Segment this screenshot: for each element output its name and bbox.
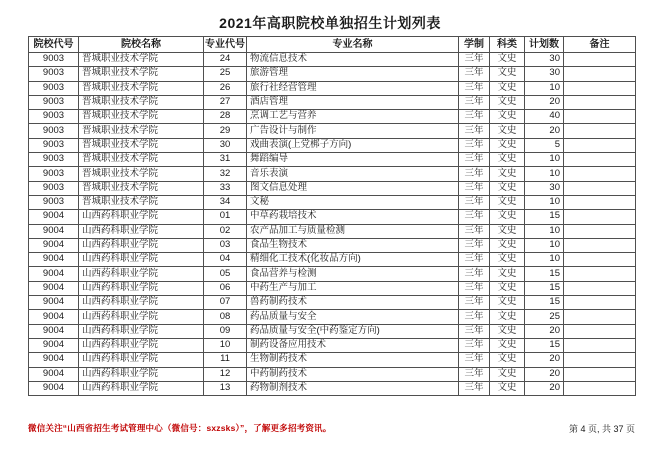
cell-major_name: 旅游管理 (247, 67, 459, 81)
cell-major_name: 广告设计与制作 (247, 124, 459, 138)
cell-duration: 三年 (459, 267, 490, 281)
cell-major_name: 药物制剂技术 (247, 381, 459, 395)
cell-major_name: 制药设备应用技术 (247, 338, 459, 352)
cell-duration: 三年 (459, 296, 490, 310)
cell-duration: 三年 (459, 224, 490, 238)
cell-college_name: 山西药科职业学院 (79, 353, 204, 367)
cell-college_code: 9003 (29, 95, 79, 109)
column-header-college_name: 院校名称 (79, 37, 204, 53)
cell-category: 文史 (490, 67, 525, 81)
cell-major_code: 34 (204, 195, 247, 209)
cell-major_name: 文秘 (247, 195, 459, 209)
cell-major_name: 药品质量与安全(中药鉴定方向) (247, 324, 459, 338)
cell-category: 文史 (490, 53, 525, 67)
page-indicator: 第 4 页, 共 37 页 (568, 424, 635, 434)
cell-major_code: 06 (204, 281, 247, 295)
cell-duration: 三年 (459, 281, 490, 295)
cell-duration: 三年 (459, 124, 490, 138)
cell-plan_count: 15 (525, 210, 564, 224)
cell-major_code: 04 (204, 253, 247, 267)
cell-remark (564, 224, 636, 238)
cell-major_code: 28 (204, 110, 247, 124)
cell-major_code: 31 (204, 153, 247, 167)
column-header-plan_count: 计划数 (525, 37, 564, 53)
cell-category: 文史 (490, 381, 525, 395)
cell-remark (564, 210, 636, 224)
column-header-college_code: 院校代号 (29, 37, 79, 53)
cell-major_code: 01 (204, 210, 247, 224)
cell-plan_count: 15 (525, 281, 564, 295)
cell-category: 文史 (490, 167, 525, 181)
cell-major_code: 12 (204, 367, 247, 381)
cell-college_name: 晋城职业技术学院 (79, 67, 204, 81)
cell-major_name: 精细化工技术(化妆品方向) (247, 253, 459, 267)
cell-major_code: 05 (204, 267, 247, 281)
cell-remark (564, 296, 636, 310)
cell-college_code: 9004 (29, 281, 79, 295)
enrollment-plan-table (28, 36, 636, 396)
cell-major_code: 24 (204, 53, 247, 67)
cell-category: 文史 (490, 195, 525, 209)
cell-college_code: 9004 (29, 253, 79, 267)
cell-plan_count: 20 (525, 324, 564, 338)
table-header (29, 37, 636, 53)
cell-duration: 三年 (459, 195, 490, 209)
cell-remark (564, 153, 636, 167)
cell-remark (564, 353, 636, 367)
cell-category: 文史 (490, 324, 525, 338)
cell-college_code: 9004 (29, 224, 79, 238)
cell-college_name: 山西药科职业学院 (79, 310, 204, 324)
cell-remark (564, 138, 636, 152)
cell-duration: 三年 (459, 381, 490, 395)
cell-major_name: 图文信息处理 (247, 181, 459, 195)
cell-remark (564, 95, 636, 109)
cell-college_name: 山西药科职业学院 (79, 324, 204, 338)
cell-college_code: 9004 (29, 381, 79, 395)
cell-duration: 三年 (459, 110, 490, 124)
cell-category: 文史 (490, 253, 525, 267)
cell-plan_count: 20 (525, 124, 564, 138)
cell-major_name: 烹调工艺与营养 (247, 110, 459, 124)
cell-plan_count: 30 (525, 53, 564, 67)
cell-remark (564, 167, 636, 181)
cell-college_name: 山西药科职业学院 (79, 224, 204, 238)
cell-major_name: 食品营养与检测 (247, 267, 459, 281)
cell-duration: 三年 (459, 67, 490, 81)
cell-plan_count: 10 (525, 238, 564, 252)
cell-category: 文史 (490, 267, 525, 281)
cell-major_name: 舞蹈编导 (247, 153, 459, 167)
cell-plan_count: 25 (525, 310, 564, 324)
cell-plan_count: 10 (525, 81, 564, 95)
cell-college_name: 晋城职业技术学院 (79, 195, 204, 209)
cell-major_code: 27 (204, 95, 247, 109)
cell-remark (564, 124, 636, 138)
cell-college_name: 山西药科职业学院 (79, 281, 204, 295)
column-header-major_code: 专业代号 (204, 37, 247, 53)
cell-major_code: 32 (204, 167, 247, 181)
cell-duration: 三年 (459, 138, 490, 152)
cell-plan_count: 30 (525, 181, 564, 195)
cell-remark (564, 310, 636, 324)
cell-category: 文史 (490, 138, 525, 152)
cell-plan_count: 15 (525, 267, 564, 281)
cell-category: 文史 (490, 181, 525, 195)
cell-duration: 三年 (459, 367, 490, 381)
cell-college_name: 晋城职业技术学院 (79, 95, 204, 109)
column-header-duration: 学制 (459, 37, 490, 53)
cell-remark (564, 238, 636, 252)
page-title: 2021年高职院校单独招生计划列表 (219, 15, 441, 31)
cell-college_code: 9003 (29, 167, 79, 181)
cell-plan_count: 5 (525, 138, 564, 152)
cell-category: 文史 (490, 95, 525, 109)
cell-major_name: 音乐表演 (247, 167, 459, 181)
cell-college_name: 山西药科职业学院 (79, 381, 204, 395)
cell-duration: 三年 (459, 167, 490, 181)
cell-college_name: 晋城职业技术学院 (79, 53, 204, 67)
cell-college_code: 9004 (29, 353, 79, 367)
cell-plan_count: 10 (525, 195, 564, 209)
cell-plan_count: 40 (525, 110, 564, 124)
table-row (29, 238, 636, 252)
cell-major_code: 29 (204, 124, 247, 138)
cell-college_code: 9003 (29, 110, 79, 124)
cell-duration: 三年 (459, 81, 490, 95)
cell-duration: 三年 (459, 53, 490, 67)
table-row (29, 353, 636, 367)
cell-plan_count: 15 (525, 296, 564, 310)
cell-duration: 三年 (459, 210, 490, 224)
cell-college_code: 9004 (29, 367, 79, 381)
cell-remark (564, 81, 636, 95)
cell-major_name: 生物制药技术 (247, 353, 459, 367)
table-row (29, 167, 636, 181)
cell-major_code: 09 (204, 324, 247, 338)
cell-category: 文史 (490, 81, 525, 95)
cell-plan_count: 20 (525, 367, 564, 381)
cell-major_name: 农产品加工与质量检测 (247, 224, 459, 238)
table-row (29, 153, 636, 167)
cell-college_name: 山西药科职业学院 (79, 238, 204, 252)
cell-category: 文史 (490, 238, 525, 252)
cell-college_name: 山西药科职业学院 (79, 367, 204, 381)
header-row (29, 37, 636, 53)
table-row (29, 195, 636, 209)
cell-duration: 三年 (459, 353, 490, 367)
table-row (29, 338, 636, 352)
cell-college_name: 晋城职业技术学院 (79, 81, 204, 95)
cell-college_code: 9004 (29, 210, 79, 224)
cell-major_name: 物流信息技术 (247, 53, 459, 67)
cell-plan_count: 15 (525, 338, 564, 352)
cell-remark (564, 53, 636, 67)
page-footer (28, 422, 635, 435)
cell-plan_count: 20 (525, 381, 564, 395)
column-header-category: 科类 (490, 37, 525, 53)
cell-major_name: 酒店管理 (247, 95, 459, 109)
table-row (29, 324, 636, 338)
cell-major_name: 药品质量与安全 (247, 310, 459, 324)
cell-duration: 三年 (459, 324, 490, 338)
cell-college_name: 晋城职业技术学院 (79, 138, 204, 152)
cell-college_code: 9003 (29, 138, 79, 152)
cell-major_name: 中药生产与加工 (247, 281, 459, 295)
cell-college_name: 山西药科职业学院 (79, 296, 204, 310)
cell-college_code: 9004 (29, 310, 79, 324)
cell-college_name: 晋城职业技术学院 (79, 181, 204, 195)
cell-duration: 三年 (459, 310, 490, 324)
table-row (29, 181, 636, 195)
cell-college_name: 晋城职业技术学院 (79, 124, 204, 138)
cell-duration: 三年 (459, 95, 490, 109)
cell-major_name: 戏曲表演(上党梆子方向) (247, 138, 459, 152)
table-row (29, 210, 636, 224)
cell-college_name: 山西药科职业学院 (79, 253, 204, 267)
cell-major_code: 11 (204, 353, 247, 367)
table-row (29, 95, 636, 109)
cell-duration: 三年 (459, 238, 490, 252)
table-row (29, 124, 636, 138)
cell-major_name: 食品生物技术 (247, 238, 459, 252)
table-row (29, 310, 636, 324)
cell-college_code: 9004 (29, 324, 79, 338)
table-row (29, 81, 636, 95)
cell-major_code: 30 (204, 138, 247, 152)
table-row (29, 224, 636, 238)
cell-remark (564, 181, 636, 195)
table-row (29, 267, 636, 281)
table-row (29, 138, 636, 152)
cell-major_name: 中药制药技术 (247, 367, 459, 381)
cell-college_code: 9003 (29, 195, 79, 209)
cell-college_code: 9003 (29, 53, 79, 67)
cell-category: 文史 (490, 224, 525, 238)
cell-major_name: 兽药制药技术 (247, 296, 459, 310)
cell-plan_count: 20 (525, 353, 564, 367)
cell-college_code: 9003 (29, 67, 79, 81)
cell-college_name: 晋城职业技术学院 (79, 167, 204, 181)
cell-duration: 三年 (459, 253, 490, 267)
cell-remark (564, 195, 636, 209)
cell-major_code: 08 (204, 310, 247, 324)
cell-major_code: 07 (204, 296, 247, 310)
cell-category: 文史 (490, 210, 525, 224)
wechat-footer-note: 微信关注“山西省招生考试管理中心（微信号：sxzsks）”，了解更多招考资讯。 (28, 423, 332, 433)
column-header-major_name: 专业名称 (247, 37, 459, 53)
cell-college_name: 晋城职业技术学院 (79, 110, 204, 124)
cell-college_code: 9003 (29, 81, 79, 95)
cell-college_name: 山西药科职业学院 (79, 267, 204, 281)
cell-remark (564, 110, 636, 124)
cell-plan_count: 10 (525, 153, 564, 167)
table-body (29, 53, 636, 396)
cell-major_code: 13 (204, 381, 247, 395)
cell-category: 文史 (490, 367, 525, 381)
cell-category: 文史 (490, 296, 525, 310)
cell-major_code: 03 (204, 238, 247, 252)
cell-college_code: 9003 (29, 181, 79, 195)
cell-plan_count: 20 (525, 95, 564, 109)
cell-major_code: 25 (204, 67, 247, 81)
cell-major_code: 33 (204, 181, 247, 195)
cell-college_name: 山西药科职业学院 (79, 210, 204, 224)
cell-college_name: 晋城职业技术学院 (79, 153, 204, 167)
table-row (29, 281, 636, 295)
cell-plan_count: 30 (525, 67, 564, 81)
cell-college_code: 9004 (29, 296, 79, 310)
cell-remark (564, 267, 636, 281)
cell-major_code: 02 (204, 224, 247, 238)
table-row (29, 253, 636, 267)
cell-college_code: 9003 (29, 124, 79, 138)
cell-category: 文史 (490, 310, 525, 324)
cell-remark (564, 253, 636, 267)
cell-major_name: 中草药栽培技术 (247, 210, 459, 224)
cell-remark (564, 324, 636, 338)
table-row (29, 367, 636, 381)
cell-plan_count: 10 (525, 253, 564, 267)
cell-plan_count: 10 (525, 224, 564, 238)
cell-remark (564, 381, 636, 395)
cell-plan_count: 10 (525, 167, 564, 181)
cell-major_code: 10 (204, 338, 247, 352)
cell-remark (564, 67, 636, 81)
cell-duration: 三年 (459, 181, 490, 195)
cell-category: 文史 (490, 124, 525, 138)
cell-college_code: 9004 (29, 267, 79, 281)
cell-college_name: 山西药科职业学院 (79, 338, 204, 352)
cell-college_code: 9004 (29, 338, 79, 352)
column-header-remark: 备注 (564, 37, 636, 53)
table-row (29, 296, 636, 310)
cell-major_code: 26 (204, 81, 247, 95)
table-row (29, 67, 636, 81)
cell-category: 文史 (490, 110, 525, 124)
cell-remark (564, 281, 636, 295)
cell-category: 文史 (490, 338, 525, 352)
cell-duration: 三年 (459, 153, 490, 167)
cell-college_code: 9004 (29, 238, 79, 252)
cell-remark (564, 367, 636, 381)
cell-college_code: 9003 (29, 153, 79, 167)
table-row (29, 53, 636, 67)
cell-remark (564, 338, 636, 352)
table-row (29, 110, 636, 124)
table-row (29, 381, 636, 395)
cell-duration: 三年 (459, 338, 490, 352)
cell-category: 文史 (490, 353, 525, 367)
cell-category: 文史 (490, 153, 525, 167)
cell-major_name: 旅行社经营管理 (247, 81, 459, 95)
cell-category: 文史 (490, 281, 525, 295)
